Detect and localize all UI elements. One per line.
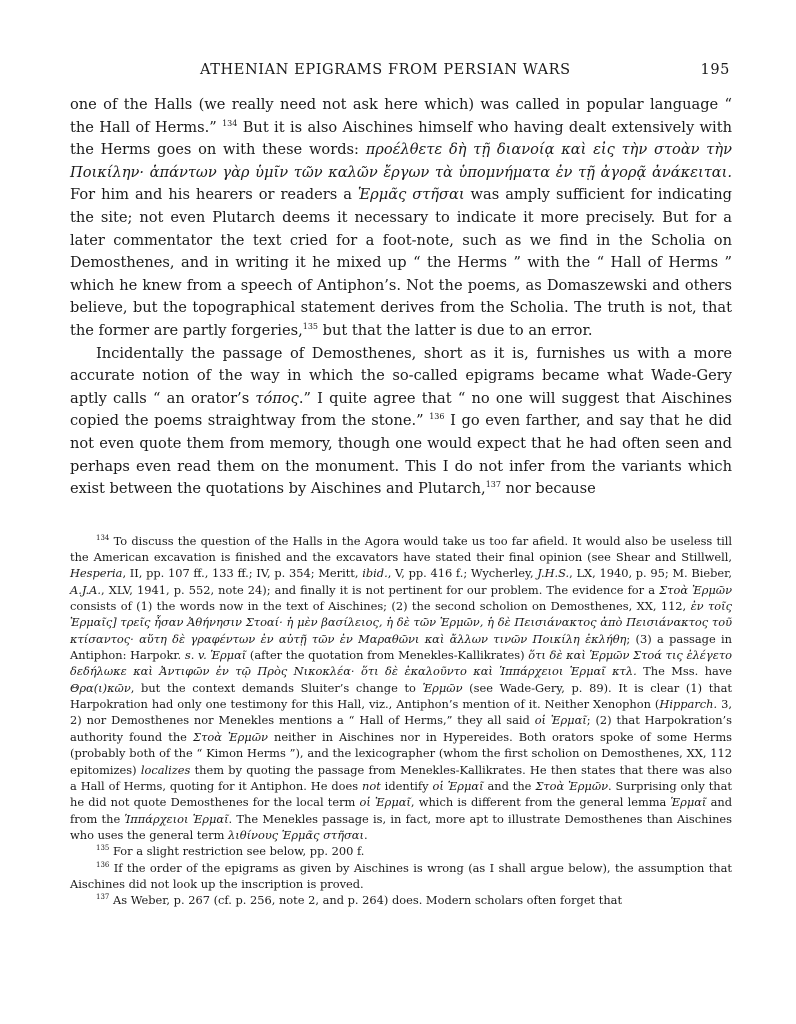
footnote-number: 136 [96, 860, 110, 869]
footnote-number: 137 [96, 893, 110, 902]
footnote-ref-135[interactable]: 135 [302, 322, 319, 332]
page [70, 58, 732, 909]
greek-harpokration: ὅτι δὲ καὶ Ἑρμῶν Στοά τις ἐλέγετο δεδήλωκε καὶ Ἀντιφῶν ἐν τῷ Πρὸς Νικοκλέα· ὅτι δὲ ἐκαλοῦντο καὶ Ἱππάρχειοι Ἑρμαῖ κτλ. [70, 648, 733, 679]
page-number: 195 [700, 62, 730, 78]
footnote-number: 134 [96, 533, 110, 542]
footnote-number: 135 [96, 844, 110, 853]
body-text [70, 94, 732, 501]
footnote-137: $^{137}$ As Weber, p. 267 (cf. p. 256, note 2, and p. 264) does. Modern scholars often forget that [96, 893, 623, 908]
footnote-ref-137[interactable]: 137 [485, 480, 501, 490]
greek-scholion: ἐν τοῖς Ἑρμαῖς] τρεῖς ἦσαν Ἀθήνησιν Στοαί· ἡ μὲν βασίλειος, ἡ δὲ τῶν Ἑρμῶν, ἡ δὲ Πεισιάνακτος ἀπὸ Πεισιάνακτος τοῦ κτίσαντος· αὕτη δὲ γραφέντων ἐν αὐτῇ τῶν ἐν Μαραθῶνι καὶ ἄλλων τινῶν Ποικίλη ἐκλήθη [70, 599, 732, 646]
footnote-ref-136[interactable]: 136 [429, 412, 445, 422]
footnote-136: $^{136}$ If the order of the epigrams as given by Aischines is wrong (as I shall argue below), the assumption that Aischines did not look up the inscription is proved. [70, 860, 732, 891]
greek-term: Ἑρμᾶς στῆσαι [357, 186, 465, 204]
greek-term: τόπος [255, 389, 299, 407]
running-title: ATHENIAN EPIGRAMS FROM PERSIAN WARS [200, 62, 571, 78]
paragraph-1: one of the Halls (we really need not ask here which) was called in popular language “ the Hall of Herms.” $^{134}$ But it is also Aischines himself who having dealt extensively with the Herms goes on with these words: προέλθετε δὴ τῇ διανοίᾳ καὶ εἰς τὴν στοὰν τὴν Ποικίλην· ἁπάντων γὰρ ὑμῖν τῶν καλῶν ἔργων τὰ ὑπομνήματα ἐν τῇ ἀγορᾷ ἀνάκειται. For him and his hearers or readers a Ἑρμᾶς στῆσαι was amply sufficient for indicating the site; not even Plutarch deems it necessary to indicate it more precisely. But for a later commentator the text cried for a foot-note, such as we find in the Scholia on Demosthenes, and in writing it he mixed up “ the Herms ” with the “ Hall of Herms ” which he knew from a speech of Antiphon’s. Not the poems, as Domaszewski and others believe, but the topographical statement derives from the Scholia. The truth is not, that the former are partly forgeries,$^{135}$ but that the latter is due to an error. [70, 96, 732, 339]
footnote-134: $^{134}$ To discuss the question of the Halls in the Agora would take us too far afield. It would also be useless till the American excavation is finished and the excavators have stated their final opinion (see Shear and Stillwell, Hesperia, II, pp. 107 ff., 133 ff.; IV, p. 354; Meritt, ibid., V, pp. 416 f.; Wycherley, J.H.S., LX, 1940, p. 95; M. Bieber, A.J.A., XLV, 1941, p. 552, note 24); and finally it is not pertinent for our problem. The evidence for a Στοὰ Ἑρμῶν consists of (1) the words now in the text of Aischines; (2) the second scholion on Demosthenes, XX, 112, ἐν τοῖς Ἑρμαῖς] τρεῖς ἦσαν Ἀθήνησιν Στοαί· ἡ μὲν βασίλειος, ἡ δὲ τῶν Ἑρμῶν, ἡ δὲ Πεισιάνακτος ἀπὸ Πεισιάνακτος τοῦ κτίσαντος· αὕτη δὲ γραφέντων ἐν αὐτῇ τῶν ἐν Μαραθῶνι καὶ ἄλλων τινῶν Ποικίλη ἐκλήθη; (3) a passage in Antiphon: Harpokr. s. v. Ἑρμαῖ (after the quotation from Menekles-Kallikrates) ὅτι δὲ καὶ Ἑρμῶν Στοά τις ἐλέγετο δεδήλωκε καὶ Ἀντιφῶν ἐν τῷ Πρὸς Νικοκλέα· ὅτι δὲ ἐκαλοῦντο καὶ Ἱππάρχειοι Ἑρμαῖ κτλ. The Mss. have Θρα(ι)κῶν, but the context demands Sluiter’s change to Ἑρμῶν (see Wade-Gery, p. 89). It is clear (1) that Harpokration had only one testimony for this Hall, viz., Antiphon’s mention of it. Neither Xenophon (Hipparch. 3, 2) nor Demosthenes nor Menekles mentions a “ Hall of Herms,” they all said οἱ Ἑρμαῖ; (2) that Harpokration’s authority found the Στοὰ Ἑρμῶν neither in Aischines nor in Hypereides. Both orators spoke of some Herms (probably both of the “ Kimon Herms ”), and the lexicographer (whom the first scholion on Demosthenes, XX, 112 epitomizes) localizes them by quoting the passage from Menekles-Kallikrates. He then states that there was also a Hall of Herms, quoting for it Antiphon. He does not identify οἱ Ἑρμαῖ and the Στοὰ Ἑρμῶν. Surprising only that he did not quote Demosthenes for the local term οἱ Ἑρμαῖ, which is different from the general lemma Ἑρμαῖ and from the Ἱππάρχειοι Ἑρμαῖ. The Menekles passage is, in fact, more apt to illustrate Demosthenes than Aischines who uses the general term λιθίνους Ἑρμᾶς στῆσαι. [70, 533, 733, 842]
paragraph-2: Incidentally the passage of Demosthenes, short as it is, furnishes us with a more accurate notion of the way in which the so-called epigrams became what Wade-Gery aptly calls “ an orator’s τόπος.” I quite agree that “ no one will suggest that Aischines copied the poems straightway from the stone.” $^{136}$ I go even farther, and say that he did not even quote them from memory, though one would expect that he had often seen and perhaps even read them on the monument. This I do not infer from the variants which exist between the quotations by Aischines and Plutarch,$^{137}$ nor because [70, 344, 732, 498]
footnote-ref-134[interactable]: 134 [222, 118, 238, 128]
footnotes [70, 533, 732, 909]
greek-quotation: προέλθετε δὴ τῇ διανοίᾳ καὶ εἰς τὴν στοὰν τὴν Ποικίλην· ἁπάντων γὰρ ὑμῖν τῶν καλῶν ἔργων τὰ ὑπομνήματα ἐν τῇ ἀγορᾷ ἀνάκειται. [70, 141, 732, 181]
footnote-135: $^{135}$ For a slight restriction see below, pp. 200 f. [96, 844, 365, 859]
running-head [70, 58, 732, 86]
